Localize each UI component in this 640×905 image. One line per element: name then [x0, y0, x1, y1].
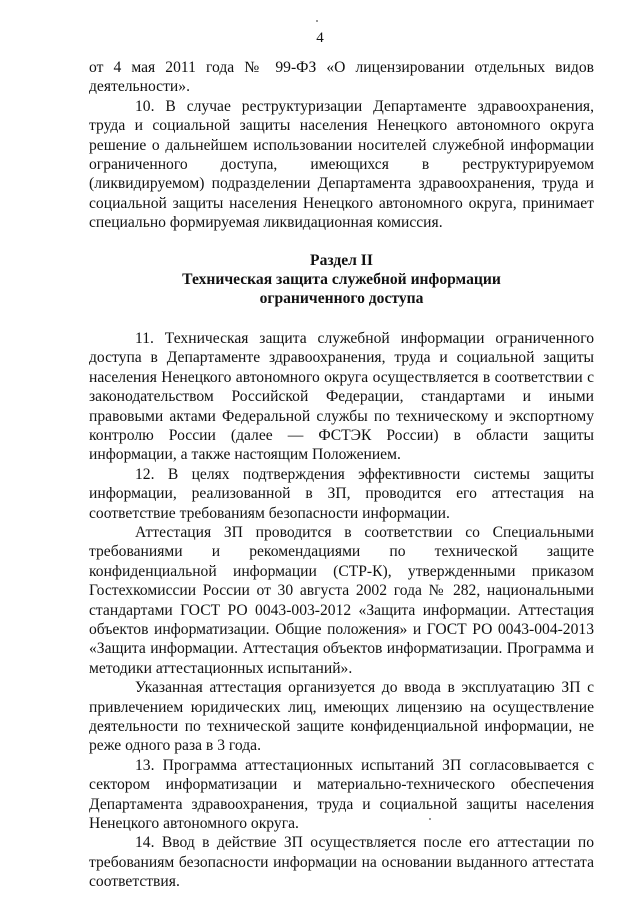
paragraph-11: 11. Техническая защита служебной информации ограниченного доступа в Департаменте здравоохранения, труда и социальной защиты населения Ненецкого автономного округа осуществляется в соответствии с законодательством Российской Федерации, стандартами и иными правовыми актами Федеральной службы по техническому и экспортному контролю России (далее — ФСТЭК России) в области защиты информации, а также настоящим Положением. — [89, 329, 594, 464]
section-label: Раздел II — [310, 251, 373, 269]
paragraph-attestation: Аттестация ЗП проводится в соответствии со Специальными требованиями и рекомендациями по технической защите конфиденциальной информации (СТР-К), утвержденными приказом Гостехкомиссии России от 30 августа 2002 года № 282, национальными стандартами ГОСТ РО 0043-003-2012 «Защита информации. Аттестация объектов информатизации. Общие положения» и ГОСТ РО 0043-004-2013 «Защита информации. Аттестация объектов информатизации. Программа и методики аттестационных испытаний». — [89, 523, 594, 677]
paragraph-12: 12. В целях подтверждения эффективности системы защиты информации, реализованной в ЗП, проводится его аттестация на соответствие требованиям безопасности информации. — [89, 465, 594, 522]
section-title-line-1: Техническая защита служебной информации — [182, 271, 501, 289]
section-title-line-2: ограниченного доступа — [259, 290, 424, 308]
document-body — [89, 58, 594, 892]
paragraph-14: 14. Ввод в действие ЗП осуществляется после его аттестации по требованиям безопасности информации на основании выданного аттестата соответствия. — [89, 834, 594, 891]
paragraph-13: 13. Программа аттестационных испытаний ЗП согласовывается с сектором информатизации и материально-технического обеспечения Департамента здравоохранения, труда и социальной защиты населения Ненецкого автономного округа. — [89, 756, 594, 833]
paragraph-10: 10. В случае реструктуризации Департаменте здравоохранения, труда и социальной защиты населения Ненецкого автономного округа решение о дальнейшем использовании носителей служебной информации ограниченного доступа, имеющихся в реструктурируемом (ликвидируемом) подразделении Департамента здравоохранения, труда и социальной защиты населения Ненецкого автономного округа, принимает специально формируемая ликвидационная комиссия. — [89, 97, 594, 232]
paragraph-attestation-organization: Указанная аттестация организуется до ввода в эксплуатацию ЗП с привлечением юридических лиц, имеющих лицензию на осуществление деятельности по технической защите конфиденциальной информации, не реже одного раза в 3 года. — [89, 679, 594, 755]
page-number: 4 — [316, 30, 324, 46]
paragraph-continuation: от 4 мая 2011 года № 99-ФЗ «О лицензировании отдельных видов деятельности». — [89, 59, 594, 96]
scan-speck — [429, 818, 431, 820]
scan-speck — [316, 20, 318, 22]
